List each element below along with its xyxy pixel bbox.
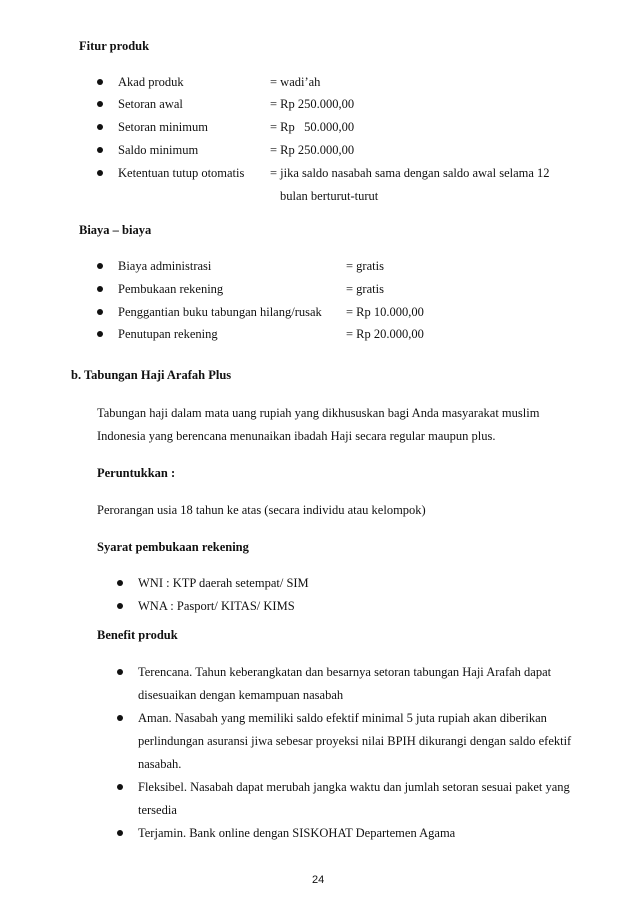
- fitur-label-setoran-awal: Setoran awal: [118, 97, 183, 111]
- syarat-heading: Syarat pembukaan rekening: [97, 540, 249, 554]
- bullet-icon: [97, 331, 103, 337]
- fitur-value-tutup-otomatis: = jika saldo nasabah sama dengan saldo awal selama 12: [270, 166, 550, 180]
- bullet-icon: [97, 286, 103, 292]
- biaya-label-penutupan: Penutupan rekening: [118, 327, 218, 341]
- fitur-value-setoran-awal: = Rp 250.000,00: [270, 97, 355, 111]
- bullet-icon: [97, 170, 103, 176]
- section-b-intro-line-1: Tabungan haji dalam mata uang rupiah yang dikhususkan bagi Anda masyarakat muslim: [97, 406, 540, 420]
- bullet-icon: [117, 784, 123, 790]
- benefit-item-aman-line-3: nasabah.: [138, 757, 182, 771]
- bullet-icon: [97, 124, 103, 130]
- bullet-icon: [117, 830, 123, 836]
- biaya-label-penggantian: Penggantian buku tabungan hilang/rusak: [118, 305, 322, 319]
- fitur-label-setoran-minimum: Setoran minimum: [118, 120, 208, 134]
- peruntukkan-text: Perorangan usia 18 tahun ke atas (secara individu atau kelompok): [97, 503, 426, 517]
- bullet-icon: [97, 101, 103, 107]
- fitur-value-tutup-otomatis-cont: bulan berturut-turut: [280, 189, 379, 203]
- fitur-label-saldo-minimum: Saldo minimum: [118, 143, 199, 157]
- bullet-icon: [117, 603, 123, 609]
- bullet-icon: [97, 263, 103, 269]
- fitur-label-tutup-otomatis: Ketentuan tutup otomatis: [118, 166, 245, 180]
- fitur-value-saldo-minimum: = Rp 250.000,00: [270, 143, 355, 157]
- fitur-value-setoran-minimum: = Rp 50.000,00: [270, 120, 355, 134]
- bullet-icon: [117, 669, 123, 675]
- syarat-item-wna: WNA : Pasport/ KITAS/ KIMS: [138, 599, 295, 613]
- fitur-value-akad: = wadi’ah: [270, 75, 321, 89]
- benefit-item-fleksibel-line-1: Fleksibel. Nasabah dapat merubah jangka waktu dan jumlah setoran sesuai paket yang: [138, 780, 570, 794]
- section-b-intro-line-2: Indonesia yang berencana menunaikan ibadah Haji secara regular maupun plus.: [97, 429, 496, 443]
- biaya-label-pembukaan: Pembukaan rekening: [118, 282, 224, 296]
- bullet-icon: [97, 147, 103, 153]
- benefit-heading: Benefit produk: [97, 628, 178, 642]
- biaya-heading: Biaya – biaya: [79, 223, 152, 237]
- bullet-icon: [117, 715, 123, 721]
- benefit-item-terencana-line-2: disesuaikan dengan kemampuan nasabah: [138, 688, 344, 702]
- syarat-item-wni: WNI : KTP daerah setempat/ SIM: [138, 576, 309, 590]
- fitur-heading: Fitur produk: [79, 39, 150, 53]
- bullet-icon: [117, 580, 123, 586]
- benefit-item-terjamin: Terjamin. Bank online dengan SISKOHAT Departemen Agama: [138, 826, 456, 840]
- page-number: 24: [312, 874, 325, 886]
- benefit-item-aman-line-2: perlindungan asuransi jiwa sebesar proyeksi nilai BPIH dikurangi dengan saldo efektif: [138, 734, 572, 748]
- benefit-item-aman-line-1: Aman. Nasabah yang memiliki saldo efektif minimal 5 juta rupiah akan diberikan: [138, 711, 547, 725]
- fitur-label-akad: Akad produk: [118, 75, 184, 89]
- biaya-value-penggantian: = Rp 10.000,00: [346, 305, 424, 319]
- bullet-icon: [97, 309, 103, 315]
- biaya-value-penutupan: = Rp 20.000,00: [346, 327, 424, 341]
- section-b-heading: b. Tabungan Haji Arafah Plus: [71, 368, 232, 382]
- peruntukkan-heading: Peruntukkan :: [97, 466, 176, 480]
- benefit-item-fleksibel-line-2: tersedia: [138, 803, 177, 817]
- benefit-item-terencana-line-1: Terencana. Tahun keberangkatan dan besarnya setoran tabungan Haji Arafah dapat: [138, 665, 552, 679]
- biaya-value-pembukaan: = gratis: [346, 282, 384, 296]
- bullet-icon: [97, 79, 103, 85]
- biaya-label-administrasi: Biaya administrasi: [118, 259, 212, 273]
- biaya-value-administrasi: = gratis: [346, 259, 384, 273]
